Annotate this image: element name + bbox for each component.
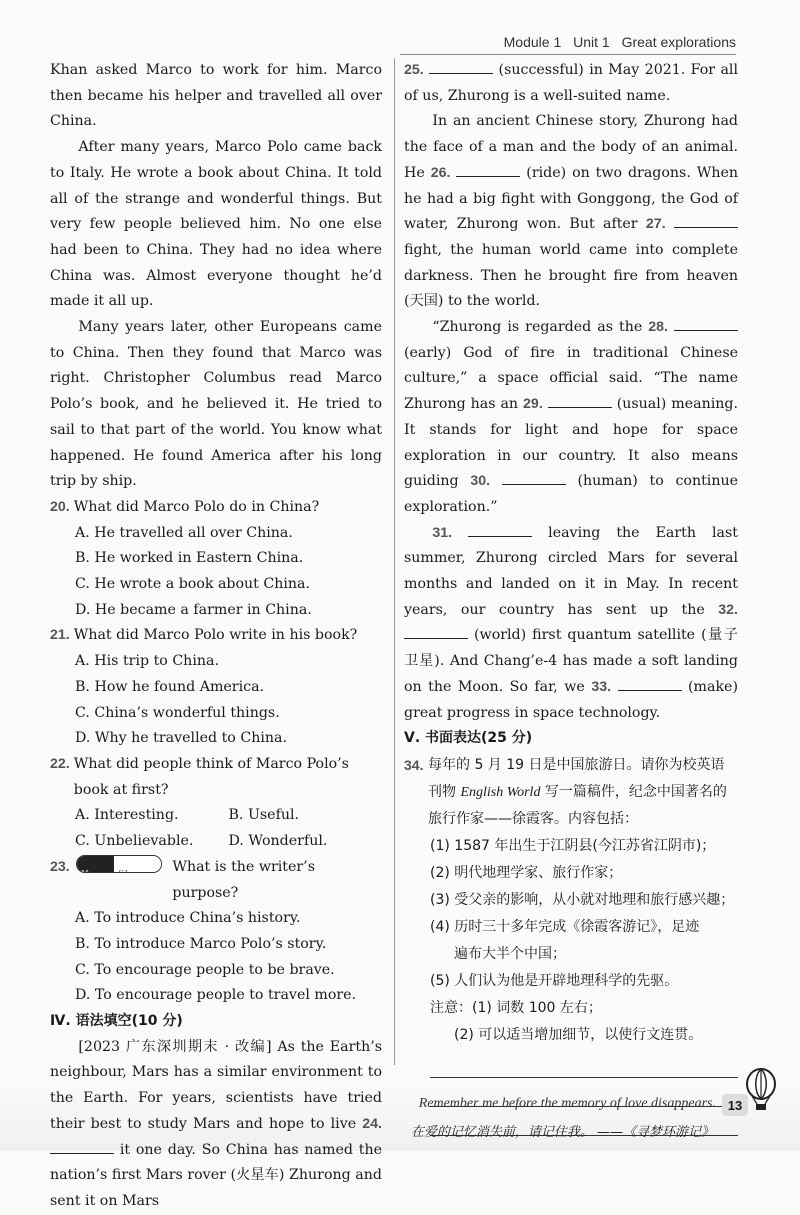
left-column <box>50 58 382 1215</box>
blank-number: 30. <box>470 473 491 490</box>
note: 注意：(1) 词数 100 左右； <box>430 999 602 1016</box>
running-header <box>496 34 736 50</box>
header-rule <box>400 54 736 55</box>
option-row <box>50 829 382 855</box>
blank-number: 31. <box>432 524 453 541</box>
answer-blank[interactable] <box>548 393 612 408</box>
cloze-text: (usual) meaning. It stands for light and hope for space exploration in our country. It also means guiding <box>404 396 739 490</box>
cloze-paragraph <box>404 521 738 727</box>
cloze-text: (world) first quantum satellite (量子卫星). And Chang’e-4 has made a soft landing on the Moon. So far, we <box>404 627 738 695</box>
content-item: (3) 受父亲的影响，从小就对地理和旅行感兴趣； <box>430 891 735 908</box>
answer-blank[interactable] <box>404 624 468 639</box>
question-21 <box>50 623 382 649</box>
answer-blank[interactable] <box>429 59 493 74</box>
cloze-text: “Zhurong is regarded as the <box>432 319 643 336</box>
option[interactable]: B. He worked in Eastern China. <box>75 550 304 567</box>
passage-paragraph: Khan asked Marco to work for him. Marco then became his helper and travelled all over China. <box>50 62 382 130</box>
passage-paragraph: Many years later, other Europeans came to China. Then they found that Marco was right. Christopher Columbus read Marco Polo’s book, and he believed it. He tried to sail to that part of the world. You know what happened. He found America after his long trip by ship. <box>50 319 382 490</box>
blank-number: 26. <box>430 164 451 181</box>
magazine-name: English World <box>460 784 541 800</box>
answer-blank[interactable] <box>618 676 682 691</box>
header-unit: Unit 1 <box>573 34 610 50</box>
cloze-text: (make) great progress in space technology. <box>404 678 738 721</box>
question-22 <box>50 752 382 803</box>
cloze-paragraph <box>404 315 738 521</box>
content-item: (2) 明代地理学家、旅行作家； <box>430 864 623 881</box>
question-text: What is the writer’s purpose? <box>172 858 315 901</box>
answer-blank[interactable] <box>50 1139 114 1154</box>
hot-air-balloon-icon <box>744 1068 778 1112</box>
option[interactable]: A. To introduce China’s history. <box>75 910 301 927</box>
section-title: Ⅴ. 书面表达(25 分) <box>404 730 533 747</box>
question-number: 21. <box>50 627 70 644</box>
question-34 <box>404 752 738 833</box>
answer-blank[interactable] <box>674 316 738 331</box>
option[interactable]: B. How he found America. <box>75 678 265 695</box>
option[interactable]: B. Useful. <box>228 807 300 824</box>
answer-blank[interactable] <box>674 213 738 228</box>
option[interactable]: D. He became a farmer in China. <box>75 601 312 618</box>
footer-quote-cn: 在爱的记忆消失前，请记住我。 ——《寻梦环游记》 <box>410 1125 714 1140</box>
badge-label <box>77 855 114 873</box>
blank-number: 24. <box>362 1115 382 1132</box>
content-item: (4) 历时三十多年完成《徐霞客游记》，足迹 <box>430 918 700 935</box>
prompt-text: 写一篇稿件，纪念中国著名的旅行作家——徐霞客。内容包括： <box>428 783 727 827</box>
prompt-text: 每年的 5 月 19 日是中国旅游日。请你为校英语刊物 <box>428 756 725 800</box>
cloze-text: fight, the human world came into complete darkness. Then he brought fire from heaven (天国) to the world. <box>404 241 738 310</box>
cloze-text: [2023 广东深圳期末 · 改编] As the Earth’s neighbour, Mars has a similar environment to the Earth. For years, scientists have tried their best to study Mars and hope to live <box>50 1038 382 1132</box>
answer-blank[interactable] <box>502 470 566 485</box>
footer-quote-en: Remember me before the memory of love disappears. <box>418 1096 716 1111</box>
cloze-text: In an ancient Chinese story, Zhurong had the face of a man and the body of an animal. He <box>404 113 738 181</box>
header-title: Great explorations <box>621 34 736 50</box>
option-row <box>50 803 382 829</box>
option[interactable]: C. Unbelievable. <box>75 833 194 850</box>
right-column <box>404 58 738 1136</box>
answer-blank[interactable] <box>456 162 520 177</box>
blank-number: 25. <box>404 62 424 78</box>
section-title: Ⅳ. 语法填空(10 分) <box>50 1013 183 1030</box>
blank-number: 27. <box>645 216 666 233</box>
question-number: 22. <box>50 755 70 772</box>
writing-line[interactable] <box>430 1077 738 1078</box>
answer-blank[interactable] <box>468 522 532 537</box>
question-number: 23. <box>50 858 70 875</box>
badge-label <box>114 855 161 873</box>
cloze-text: leaving the Earth last summer, Zhurong circled Mars for several months and landed on it in May. In recent years, our country has sent up the <box>404 524 738 618</box>
blank-number: 32. <box>718 601 738 618</box>
option[interactable]: C. He wrote a book about China. <box>75 576 311 593</box>
option[interactable]: B. To introduce Marco Polo’s story. <box>75 935 327 952</box>
cloze-text: (human) to continue exploration.” <box>404 473 739 515</box>
blank-number: 28. <box>648 319 668 336</box>
question-text <box>428 752 738 833</box>
option[interactable]: C. China’s wonderful things. <box>75 704 280 721</box>
question-text: What did people think of Marco Polo’s book at first? <box>73 755 349 798</box>
question-text: What did Marco Polo do in China? <box>73 498 320 515</box>
question-20 <box>50 495 382 521</box>
content-item: (1) 1587 年出生于江阴县(今江苏省江阴市)； <box>430 837 716 854</box>
cloze-paragraph <box>404 109 738 315</box>
cloze-text: (ride) on two dragons. When he had a big fight with Gonggong, the God of water, Zhurong won. But after <box>404 164 738 233</box>
blank-number: 29. <box>523 396 543 413</box>
cloze-text: (successful) in May 2021. For all of us, Zhurong is a well-suited name. <box>404 62 739 104</box>
question-number: 20. <box>50 498 70 515</box>
column-divider <box>394 58 395 1065</box>
header-module: Module 1 <box>503 34 562 50</box>
cloze-text: it one day. So China has named the nation’s first Mars rover (火星车) Zhurong and sent it on Mars <box>50 1141 382 1209</box>
option[interactable]: C. To encourage people to be brave. <box>75 961 335 978</box>
question-number: 34. <box>404 756 424 773</box>
cloze-text: (early) God of fire in traditional Chinese culture,” a space official said. “The name Zhurong has an <box>404 344 738 413</box>
note: (2) 可以适当增加细节，以使行文连贯。 <box>454 1026 703 1043</box>
content-item: (5) 人们认为他是开辟地理科学的先驱。 <box>430 972 679 989</box>
page-footer <box>0 1088 800 1138</box>
cloze-paragraph <box>404 58 738 109</box>
option[interactable]: A. He travelled all over China. <box>75 524 293 541</box>
content-item-cont: 遍布大半个中国； <box>454 945 566 962</box>
question-text: What did Marco Polo write in his book? <box>73 627 358 644</box>
option[interactable]: D. Wonderful. <box>228 833 328 850</box>
option[interactable]: D. Why he travelled to China. <box>75 730 287 747</box>
blank-number: 33. <box>591 678 612 695</box>
new-format-badge <box>76 855 163 873</box>
option[interactable]: D. To encourage people to travel more. <box>75 987 357 1004</box>
passage-paragraph: After many years, Marco Polo came back to Italy. He wrote a book about China. It told all of the strange and wonderful things. But very few people believed him. No one else had been to China. They had no idea where China was. Almost everyone thought he’d made it all up. <box>50 139 382 310</box>
option[interactable]: A. His trip to China. <box>75 653 219 670</box>
page-number: 13 <box>722 1094 748 1116</box>
option[interactable]: A. Interesting. <box>75 807 179 824</box>
question-23 <box>50 855 382 906</box>
